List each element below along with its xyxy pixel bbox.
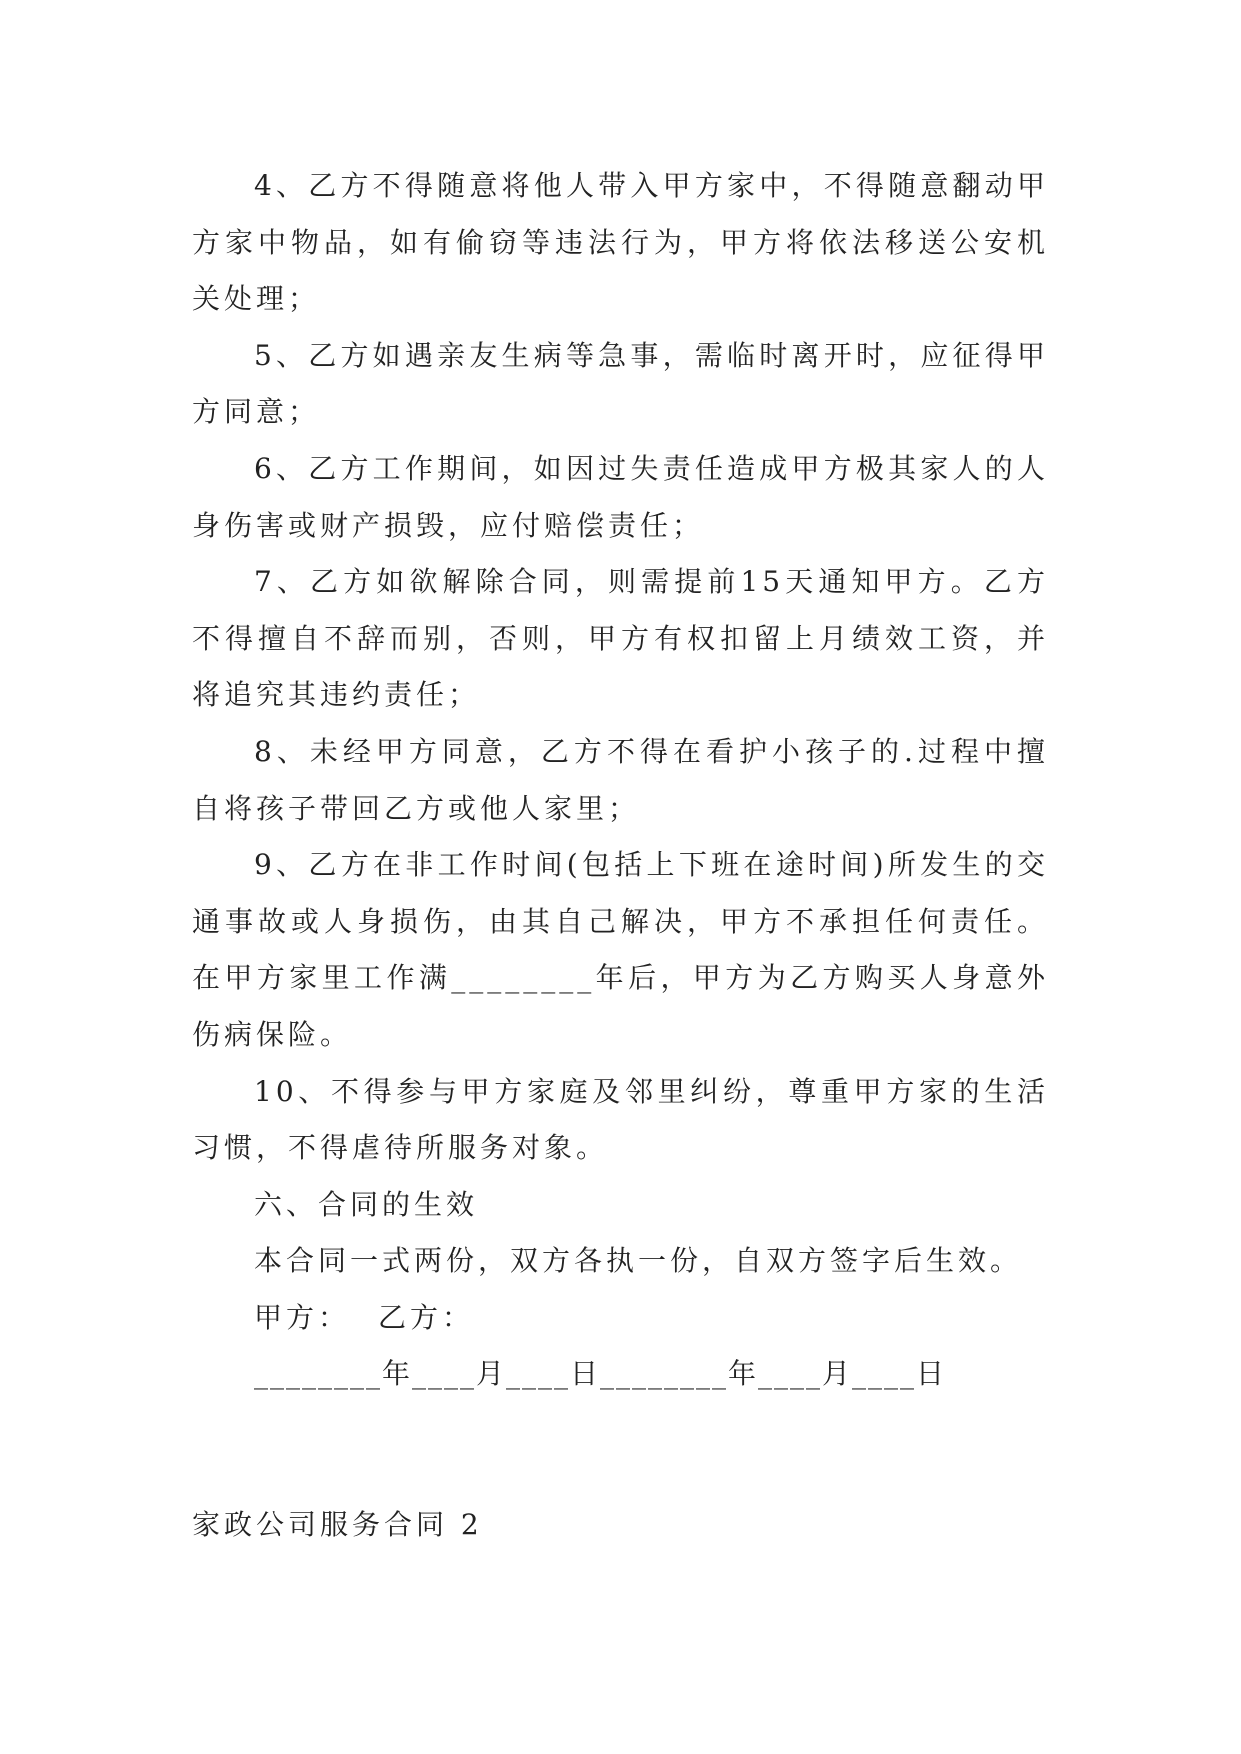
clause-5: 5、乙方如遇亲友生病等急事，需临时离开时，应征得甲方同意； (192, 338, 1049, 429)
clause-4: 4、乙方不得随意将他人带入甲方家中，不得随意翻动甲方家中物品，如有偷窃等违法行为，甲方将依法移送公安机关处理； (192, 169, 1049, 316)
contract-body (192, 158, 1049, 1403)
clause-6: 6、乙方工作期间，如因过失责任造成甲方极其家人的人身伤害或财产损毁，应付赔偿责任； (192, 451, 1049, 542)
section-six-body: 本合同一式两份，双方各执一份，自双方签字后生效。 (254, 1244, 1023, 1278)
clause-10: 10、不得参与甲方家庭及邻里纠纷，尊重甲方家的生活习惯，不得虐待所服务对象。 (192, 1074, 1049, 1165)
clause-7: 7、乙方如欲解除合同，则需提前15天通知甲方。乙方不得擅自不辞而别，否则，甲方有权扣留上月绩效工资，并将追究其违约责任； (192, 565, 1049, 712)
party-b-label: 乙方： (378, 1300, 475, 1334)
next-document-title: 家政公司服务合同 2 (192, 1508, 483, 1541)
signature-parties (192, 1290, 1049, 1347)
clause-9: 9、乙方在非工作时间(包括上下班在途时间)所发生的交通事故或人身损伤，由其自己解决，甲方不承担任何责任。在甲方家里工作满________年后，甲方为乙方购买人身意外伤病保险。 (192, 848, 1049, 1051)
section-six-heading: 六、合同的生效 (254, 1187, 479, 1221)
clause-8: 8、未经甲方同意，乙方不得在看护小孩子的.过程中擅自将孩子带回乙方或他人家里； (192, 734, 1049, 825)
signature-date-line: ________年____月____日________年____月____日 (254, 1357, 947, 1391)
party-a-label: 甲方： (254, 1300, 351, 1334)
